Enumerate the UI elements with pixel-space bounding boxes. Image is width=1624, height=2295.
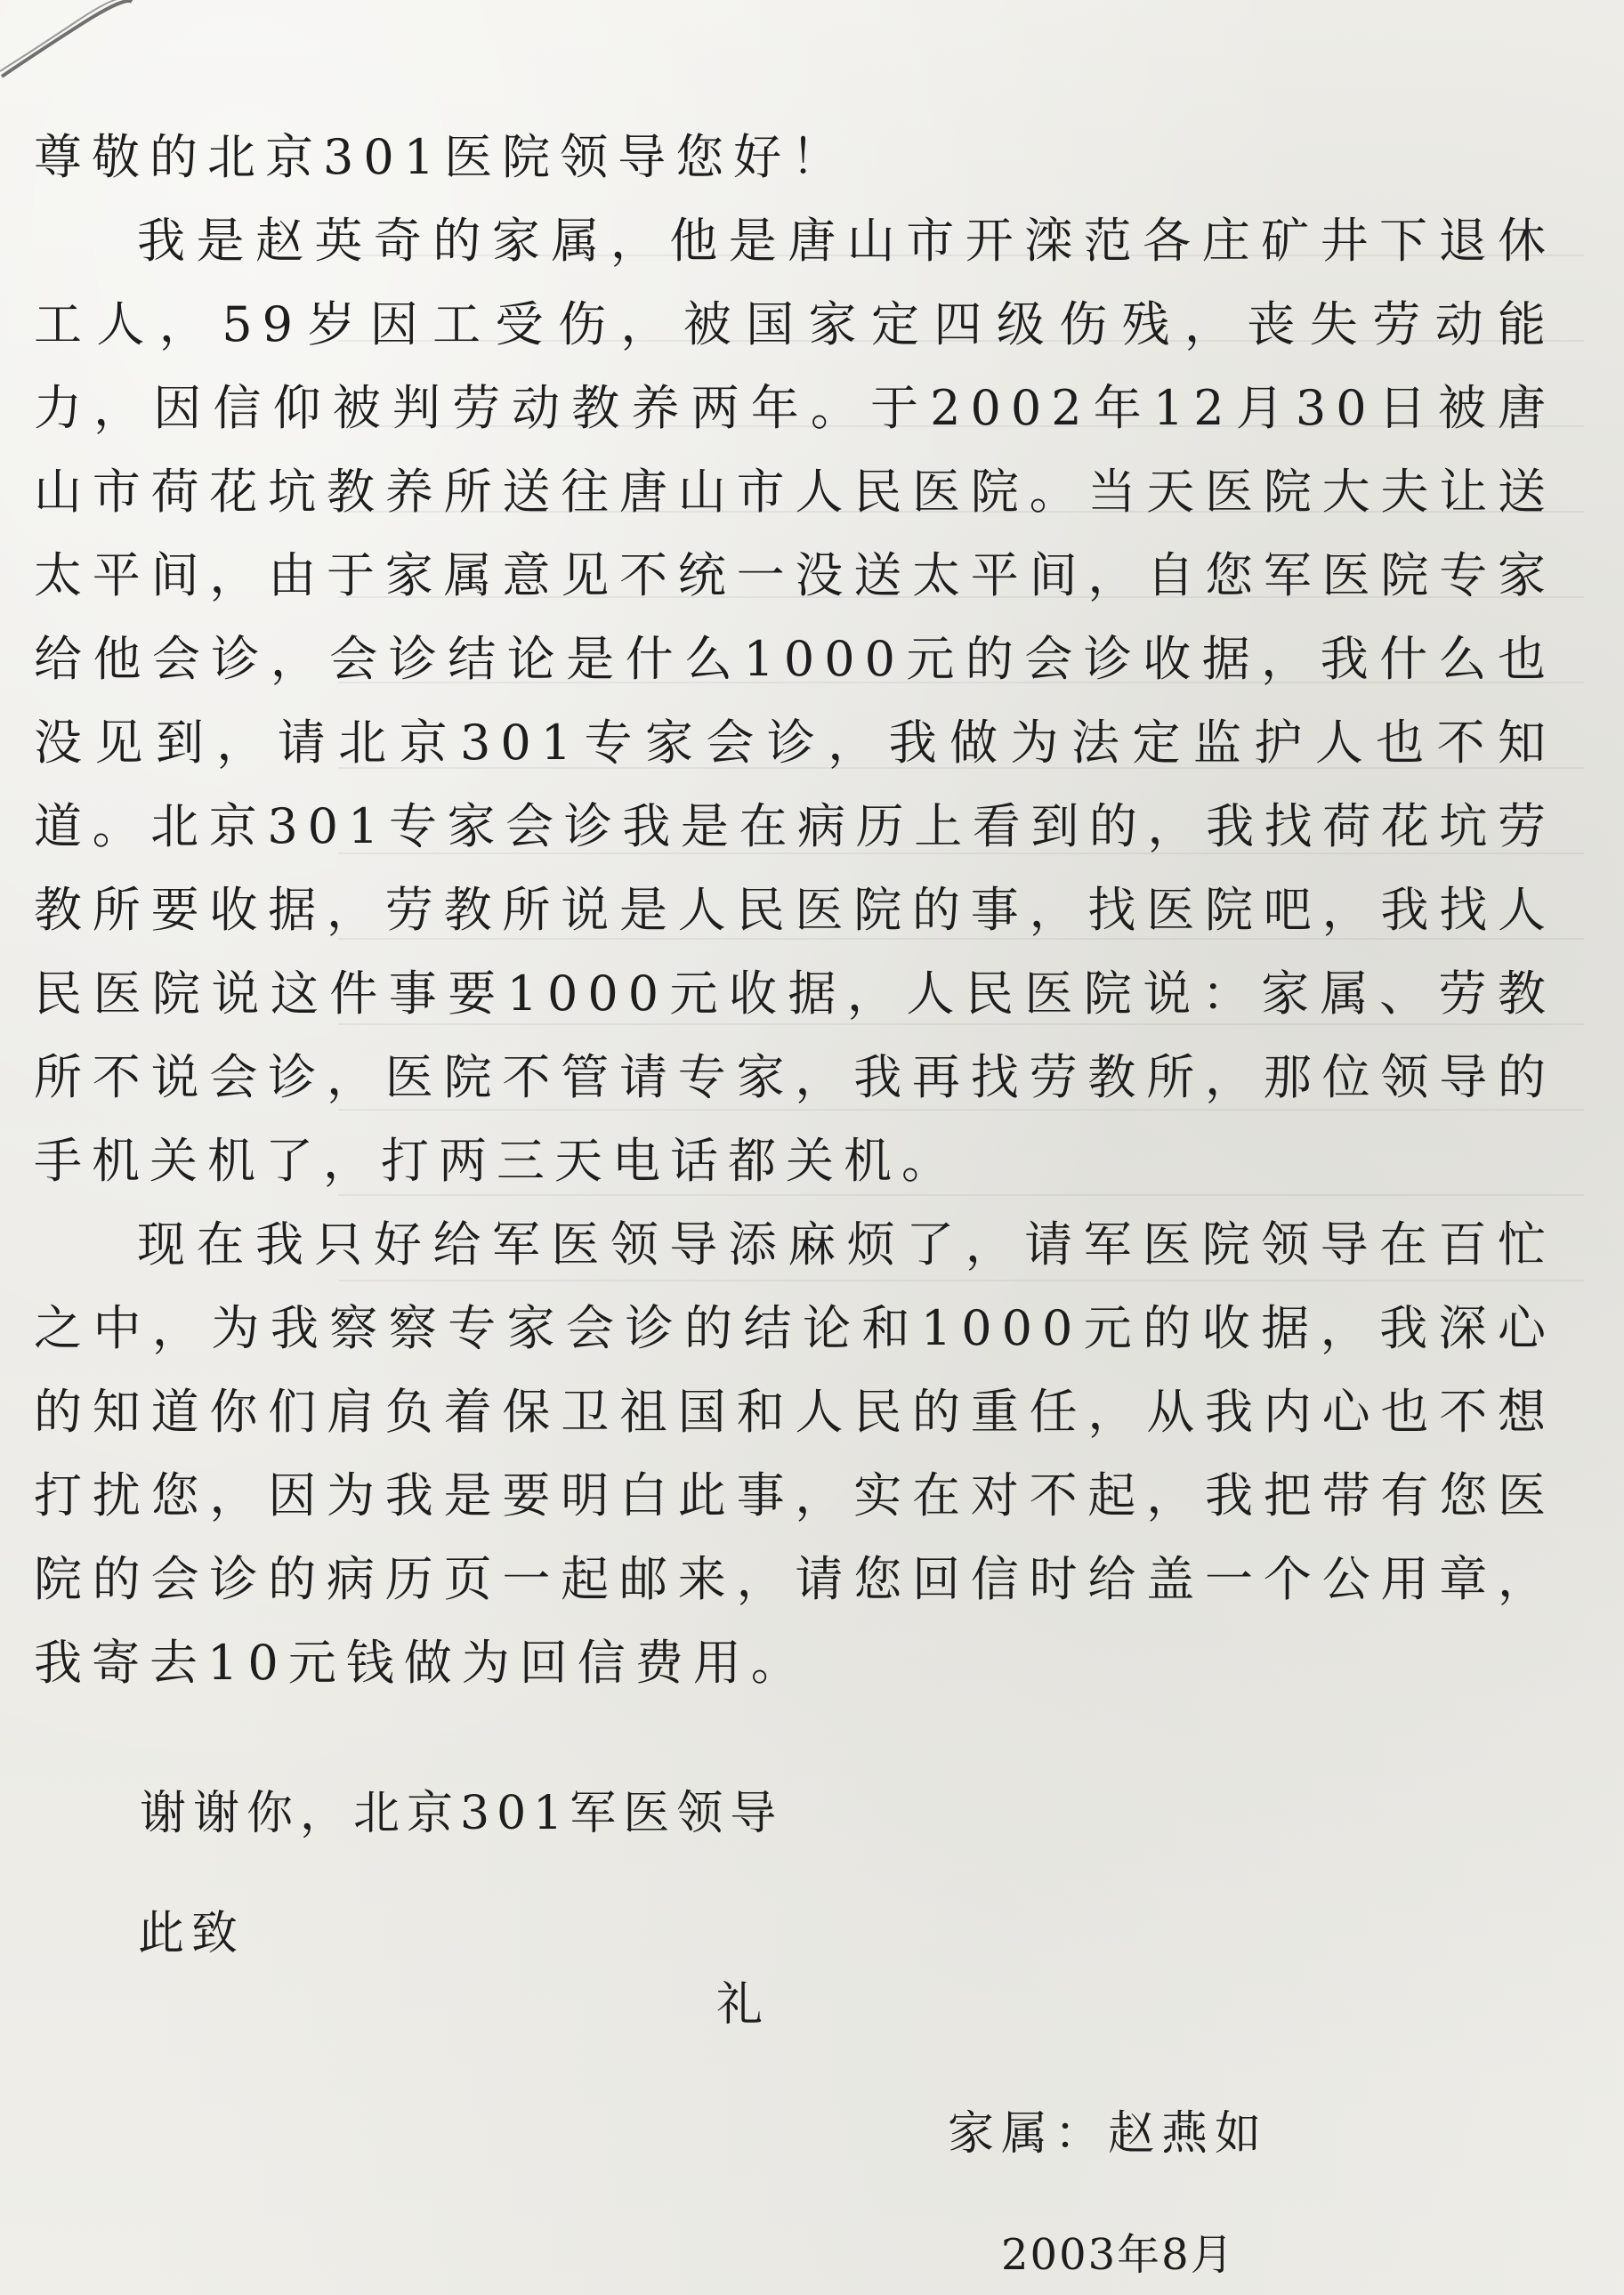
signature-line: 家属：赵燕如 [948, 2107, 1269, 2161]
letter-body [34, 116, 1555, 1705]
paragraph-1: 我是赵英奇的家属，他是唐山市开滦范各庄矿井下退休工人，59岁因工受伤，被国家定四级伤残，丧失劳动能力，因信仰被判劳动教养两年。于2002年12月30日被唐山市荷花坑教养所送往唐山市人民医院。当天医院大夫让送太平间，由于家属意见不统一没送太平间，自您军医院专家给他会诊，会诊结论是什么1000元的会诊收据，我什么也没见到，请北京301专家会诊，我做为法定监护人也不知道。北京301专家会诊我是在病历上看到的，我找荷花坑劳教所要收据，劳教所说是人民医院的事，找医院吧，我找人民医院说这件事要1000元收据，人民医院说：家属、劳教所不说会诊，医院不管请专家，我再找劳教所，那位领导的手机关机了，打两三天电话都关机。 [34, 213, 1555, 1189]
salutation: 尊敬的北京301医院领导您好！ [34, 129, 850, 185]
regards-line: 礼 [716, 1978, 764, 2032]
staple-mark [0, 0, 133, 80]
thanks-line: 谢谢你，北京301军医领导 [140, 1787, 784, 1840]
paragraph-2: 现在我只好给军医领导添麻烦了，请军医院领导在百忙之中，为我察察专家会诊的结论和1000元的收据，我深心的知道你们肩负着保卫祖国和人民的重任，从我内心也不想打扰您，因为我是要明白此事，实在对不起，我把带有您医院的会诊的病历页一起邮来，请您回信时给盖一个公用章，我寄去10元钱做为回信费用。 [34, 1216, 1555, 1691]
closing-line: 此致 [138, 1907, 246, 1960]
date-line: 2003年8月 [1001, 2230, 1235, 2280]
